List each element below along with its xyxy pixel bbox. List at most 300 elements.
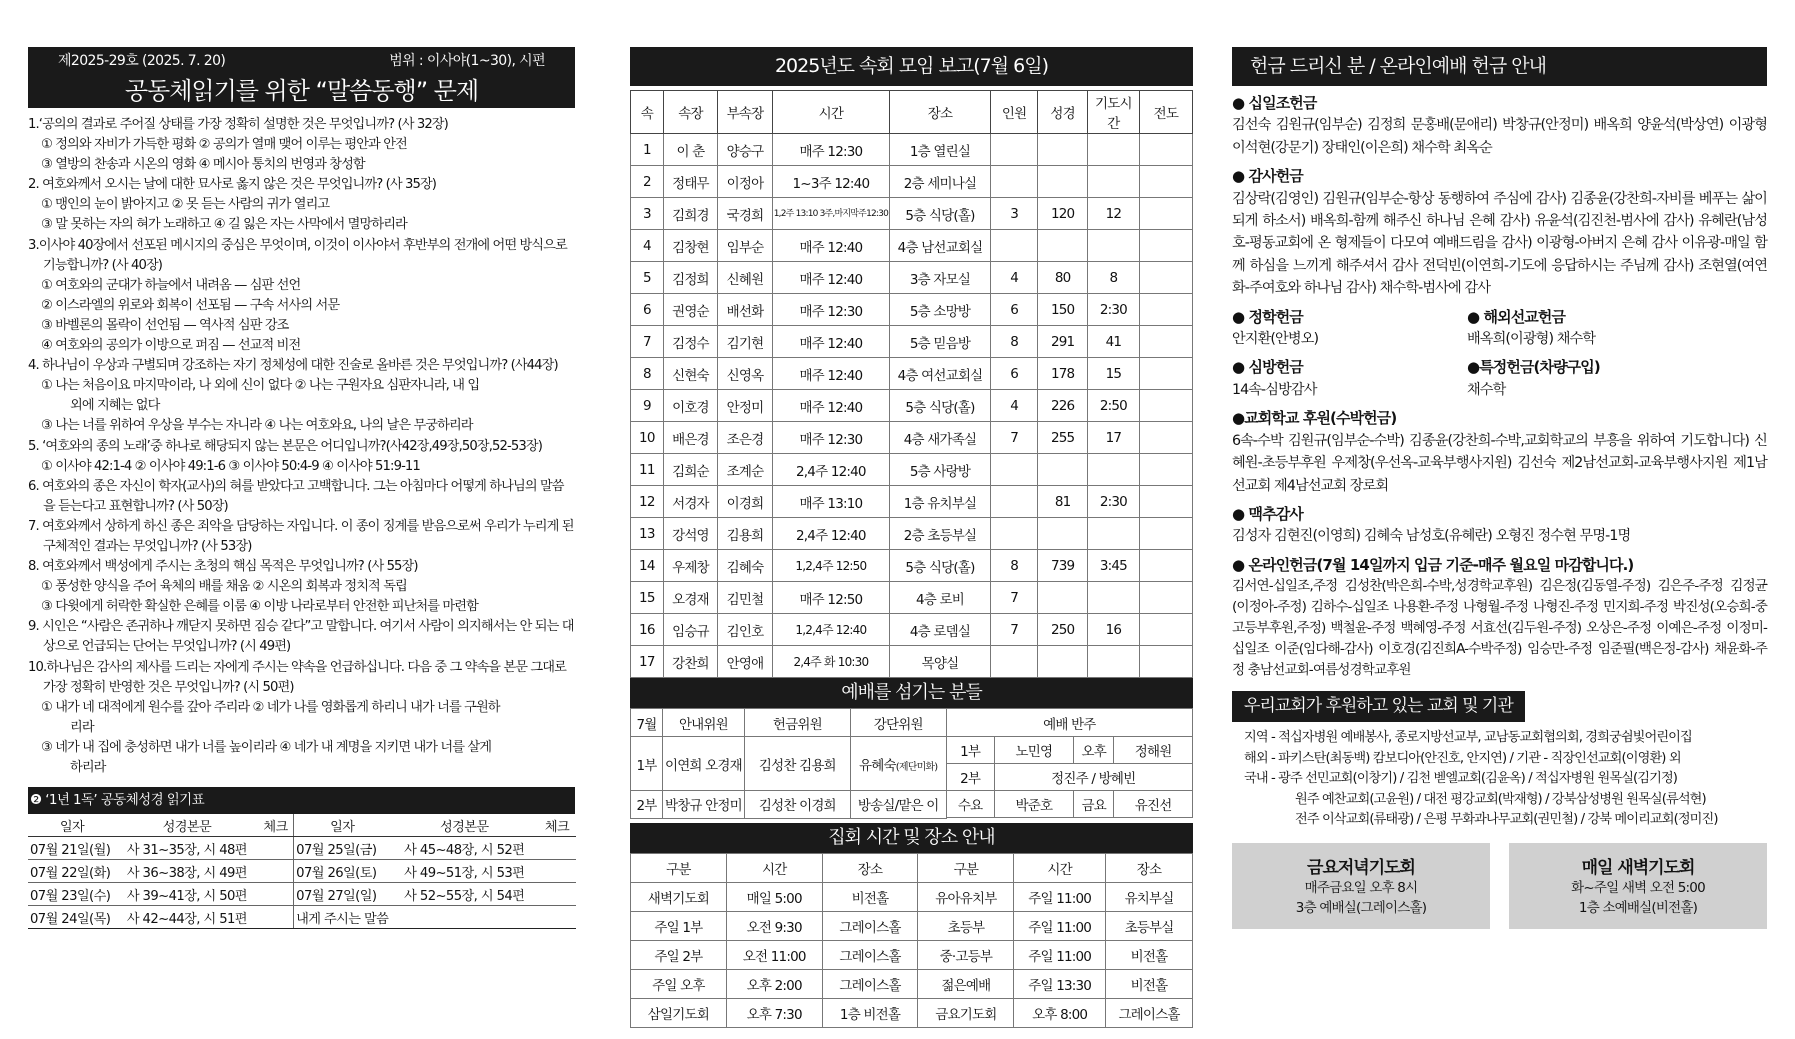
friday-prayer-place: 3층 예배실(그레이스홀)	[1295, 899, 1427, 916]
report-cell: 4	[631, 230, 664, 262]
report-cell: 4층 여선교회실	[890, 358, 991, 390]
plan-cell	[258, 860, 294, 883]
meeting-report-table	[630, 90, 1193, 678]
question-text: 10.하나님은 감사의 제사를 드리는 자에게 주시는 약속을 언급하십니다. 다음 중 그 약속을 본문 그대로 가장 정확히 반영한 것은 무엇입니까? (시 50편)	[28, 659, 566, 695]
report-cell: 81	[1038, 486, 1088, 518]
report-column	[630, 47, 1193, 1028]
offering-header: 헌금위원	[744, 709, 850, 737]
report-cell: 2층 세미나실	[890, 166, 991, 198]
report-cell: 김정수	[663, 326, 718, 358]
overseas-title: ● 해외선교헌금	[1467, 307, 1566, 326]
report-header-cell: 부속장	[718, 91, 773, 134]
question-options: ③ 말 못하는 자의 혀가 노래하고 ④ 길 잃은 자는 사막에서 멸망하리라	[41, 217, 407, 233]
report-cell: 5층 사랑방	[890, 454, 991, 486]
question-text: 3.이사야 40장에서 선포된 메시지의 중심은 무엇이며, 이것이 이사야서 후반부의 전개에 어떤 방식으로 기능합니까? (사 40장)	[28, 237, 567, 273]
plan-cell	[538, 860, 576, 883]
dawn-prayer-title: 매일 새벽기도회	[1581, 857, 1695, 878]
meetings-cell: 오전 9:30	[726, 911, 822, 940]
report-cell: 신혜원	[718, 262, 773, 294]
accomp2-name: 정진주 / 방혜빈	[994, 764, 1192, 791]
report-cell: 4	[990, 390, 1037, 422]
report-row	[631, 262, 1193, 294]
dawn-prayer-time: 화~주일 새벽 오전 5:00	[1571, 879, 1705, 896]
report-cell: 매주 12:30	[772, 134, 889, 166]
friday-prayer-title: 금요저녁기도회	[1307, 857, 1415, 878]
report-cell: 매주 12:40	[772, 358, 889, 390]
report-cell: 2,4주 화 10:30	[772, 646, 889, 678]
quiz-header	[28, 47, 575, 108]
report-cell: 3층 자모실	[890, 262, 991, 294]
report-cell	[1087, 582, 1139, 614]
quiz-column	[28, 47, 575, 929]
report-cell: 2,4주 12:40	[772, 518, 889, 550]
report-row	[631, 614, 1193, 646]
report-cell: 7	[990, 614, 1037, 646]
report-cell: 3:45	[1087, 550, 1139, 582]
report-cell: 김희경	[663, 198, 718, 230]
report-cell	[990, 518, 1037, 550]
report-cell: 배은경	[663, 422, 718, 454]
report-row	[631, 134, 1193, 166]
report-cell	[1139, 230, 1192, 262]
report-cell: 10	[631, 422, 664, 454]
report-cell: 2:30	[1087, 486, 1139, 518]
report-cell	[1038, 646, 1088, 678]
wheat-title: ● 맥추감사	[1232, 504, 1303, 523]
report-cell: 255	[1038, 422, 1088, 454]
accomp3-fri: 금요	[1074, 791, 1114, 818]
report-cell: 1	[631, 134, 664, 166]
support-line: 원주 예찬교회(고윤원) / 대전 평강교회(박재형) / 강북삼성병원 원목실(류석현)	[1295, 791, 1706, 807]
question-text: 7. 여호와께서 상하게 하신 종은 죄악을 담당하는 자입니다. 이 종이 징계를 받음으로써 우리가 누리게 된 구체적인 결과는 무엇입니까? (사 53장)	[28, 518, 574, 554]
dawn-prayer-box	[1509, 843, 1767, 929]
report-cell: 조은경	[718, 422, 773, 454]
report-row	[631, 166, 1193, 198]
report-cell	[1139, 326, 1192, 358]
report-cell: 6	[990, 358, 1037, 390]
question-list	[28, 115, 575, 778]
plan-cell	[258, 883, 294, 906]
report-cell: 7	[990, 422, 1037, 454]
overseas-names: 배옥희(이광형) 채수학	[1467, 331, 1596, 348]
report-row	[631, 518, 1193, 550]
report-cell: 8	[631, 358, 664, 390]
support-line: 해외 - 파키스탄(최동백) 캄보디아(안진호, 안지연) / 기관 - 직장인선교회(이영환) 외	[1244, 750, 1681, 766]
report-cell: 17	[1087, 422, 1139, 454]
guide-header: 안내위원	[662, 709, 744, 737]
report-cell: 매주 12:40	[772, 390, 889, 422]
plan-cell	[538, 837, 576, 860]
friday-prayer-box	[1232, 843, 1490, 929]
report-cell: 김인호	[718, 614, 773, 646]
report-cell: 정태무	[663, 166, 718, 198]
report-cell: 15	[1087, 358, 1139, 390]
report-cell: 1층 유치부실	[890, 486, 991, 518]
meetings-cell: 초등부	[918, 911, 1014, 940]
question-text: 8. 여호와께서 백성에게 주시는 초청의 핵심 목적은 무엇입니까? (사 55장)	[28, 559, 418, 575]
plan-cell: 사 52~55장, 시 54편	[390, 883, 538, 906]
report-cell: 5층 믿음방	[890, 326, 991, 358]
plan-row	[28, 860, 576, 883]
report-cell	[1038, 454, 1088, 486]
meetings-header-cell: 구분	[631, 853, 727, 882]
question-options: ③ 열방의 찬송과 시온의 영화 ④ 메시아 통치의 번영과 창성함	[41, 157, 365, 173]
tithe-title: ● 십일조헌금	[1232, 94, 1317, 112]
report-cell: 5	[631, 262, 664, 294]
meetings-cell: 주일 1부	[631, 911, 727, 940]
meetings-cell: 비전홀	[1106, 940, 1193, 969]
offerings-list	[1232, 92, 1767, 681]
plan-cell: 07월 23일(수)	[28, 883, 116, 906]
report-cell: 임승규	[663, 614, 718, 646]
report-cell: 3	[990, 198, 1037, 230]
report-cell: 조계순	[718, 454, 773, 486]
report-cell: 16	[1087, 614, 1139, 646]
plan-cell: 사 31~35장, 시 48편	[116, 837, 258, 860]
report-cell: 강찬희	[663, 646, 718, 678]
question-options: ③ 바벨론의 몰락이 선언됨 — 역사적 심판 강조	[41, 317, 289, 333]
question-text: 9. 시인은 “사람은 존귀하나 깨닫지 못하면 짐승 같다”고 말합니다. 여기서 사람이 의지해서는 안 되는 대상으로 언급되는 단어는 무엇입니까? (시 49편)	[28, 619, 574, 655]
report-cell: 김용희	[718, 518, 773, 550]
report-header-cell: 속	[631, 91, 664, 134]
accomp3-label: 수요	[946, 791, 994, 818]
meetings-cell: 오후 7:30	[726, 998, 822, 1027]
plan-cell: 07월 27일(일)	[294, 883, 391, 906]
question-text: 5. ‘여호와의 종의 노래’중 하나로 해당되지 않는 본문은 어디입니까?(사42장,49장,50장,52-53장)	[28, 438, 542, 454]
report-cell: 1,2주 13:10 3주,마지막주12:30	[772, 198, 889, 230]
report-cell	[1139, 198, 1192, 230]
report-cell: 김창현	[663, 230, 718, 262]
question-options: ③ 네가 내 집에 충성하면 내가 너를 높이리라 ④ 네가 내 계명을 지키면 내가 너를 살게	[41, 739, 492, 755]
accomp3-name: 박준호	[994, 791, 1074, 818]
report-row	[631, 326, 1193, 358]
school-names: 6속-수박 김원규(임부순-수박) 김종윤(강찬희-수박,교회학교의 부흥을 위하여 기도합니다) 신혜원-초등부후원 우제창(우선옥-교육부행사지원) 김선숙 제2남선교회-교육부행사지원 제1남선교회 제4남선교회 장로회	[1232, 432, 1767, 494]
question-options: ① 이사야 42:1-4 ② 이사야 49:1-6 ③ 이사야 50:4-9 ④ 이사야 51:9-11	[41, 458, 420, 474]
report-cell: 김희순	[663, 454, 718, 486]
support-list	[1232, 728, 1767, 831]
report-cell	[990, 486, 1037, 518]
report-cell: 11	[631, 454, 664, 486]
meetings-cell: 새벽기도회	[631, 882, 727, 911]
meetings-title: 집회 시간 및 장소 안내	[630, 823, 1193, 853]
service2-pulpit: 방송실/맡은 이	[850, 791, 946, 819]
question-options: ① 나는 처음이요 마지막이라, 나 외에 신이 없다 ② 나는 구원자요 심판자니라, 내 입	[41, 378, 480, 394]
report-cell: 서경자	[663, 486, 718, 518]
report-cell	[990, 166, 1037, 198]
quiz-title: 공동체읽기를 위한 “말씀동행” 문제	[124, 77, 479, 105]
report-cell	[1087, 454, 1139, 486]
report-cell	[1139, 614, 1192, 646]
report-cell: 8	[990, 550, 1037, 582]
plan-row	[28, 906, 576, 929]
report-cell: 12	[631, 486, 664, 518]
report-row	[631, 230, 1193, 262]
plan-cell: 사 36~38장, 시 49편	[116, 860, 258, 883]
special-title: ●특정헌금(차량구입)	[1467, 358, 1600, 377]
report-cell: 1,2,4주 12:40	[772, 614, 889, 646]
report-cell: 매주 12:40	[772, 262, 889, 294]
meetings-cell: 비전홀	[822, 882, 918, 911]
meetings-cell: 젊은예배	[918, 969, 1014, 998]
report-cell	[1038, 166, 1088, 198]
plan-header-cell: 체크	[538, 814, 576, 837]
school-title: ●교회학교 후원(수박헌금)	[1232, 409, 1397, 428]
service1-guide: 이연희 오경재	[662, 737, 744, 791]
plan-cell: 07월 22일(화)	[28, 860, 116, 883]
meetings-row	[631, 940, 1193, 969]
report-cell: 이정아	[718, 166, 773, 198]
report-cell	[990, 454, 1037, 486]
dawn-prayer-place: 1층 소예배실(비전홀)	[1578, 899, 1698, 916]
plan-header-cell: 체크	[258, 814, 294, 837]
question-options: 리라	[70, 719, 94, 735]
report-row	[631, 422, 1193, 454]
meetings-header-cell: 시간	[726, 853, 822, 882]
report-cell: 이 춘	[663, 134, 718, 166]
report-cell: 강석영	[663, 518, 718, 550]
report-cell: 1층 열린실	[890, 134, 991, 166]
plan-cell: 사 42~44장, 시 51편	[116, 906, 258, 929]
question-options: ③ 다윗에게 허락한 확실한 은혜를 이룸 ④ 이방 나라로부터 안전한 피난처를 마련함	[41, 599, 478, 615]
plan-header-cell: 일자	[28, 814, 116, 837]
report-cell	[1038, 134, 1088, 166]
plan-cell	[390, 906, 538, 929]
offering-column	[1232, 47, 1767, 929]
service2-offering: 김성찬 이경희	[744, 791, 850, 819]
quiz-range: 범위 : 이사야(1~30), 시편	[389, 53, 545, 69]
report-cell	[1087, 518, 1139, 550]
report-cell: 5층 식당(홀)	[890, 390, 991, 422]
meetings-cell: 주일 11:00	[1014, 940, 1106, 969]
plan-cell: 07월 26일(토)	[294, 860, 391, 883]
question-options: ① 내가 네 대적에게 원수를 갚아 주리라 ② 네가 나를 영화롭게 하리니 내가 너를 구원하	[41, 699, 500, 715]
report-cell: 안정미	[718, 390, 773, 422]
meetings-cell: 1층 비전홀	[822, 998, 918, 1027]
report-cell: 2:50	[1087, 390, 1139, 422]
meetings-row	[631, 911, 1193, 940]
plan-cell: 07월 25일(금)	[294, 837, 391, 860]
report-cell: 2	[631, 166, 664, 198]
report-cell: 이호경	[663, 390, 718, 422]
plan-cell: 내게 주시는 말씀	[294, 906, 391, 929]
question-text: 6. 여호와의 종은 자신이 학자(교사)의 혀를 받았다고 고백합니다. 그는 아침마다 어떻게 하나님의 말씀을 듣는다고 표현합니까? (사 50장)	[28, 478, 564, 514]
meetings-header-cell: 장소	[822, 853, 918, 882]
report-cell: 17	[631, 646, 664, 678]
meetings-cell: 삼일기도회	[631, 998, 727, 1027]
question-text: 4. 하나님이 우상과 구별되며 강조하는 자기 정체성에 대한 진술로 올바른 것은 무엇입니까? (사44장)	[28, 358, 558, 374]
report-cell	[1038, 582, 1088, 614]
report-cell: 8	[990, 326, 1037, 358]
report-cell: 4층 로뎀실	[890, 614, 991, 646]
meetings-cell: 매일 5:00	[726, 882, 822, 911]
report-cell: 7	[631, 326, 664, 358]
question-options: ① 정의와 자비가 가득한 평화 ② 공의가 열매 맺어 이루는 평안과 안전	[41, 137, 407, 153]
plan-row	[28, 837, 576, 860]
report-cell: 739	[1038, 550, 1088, 582]
meetings-cell: 주일 2부	[631, 940, 727, 969]
meetings-cell: 주일 13:30	[1014, 969, 1106, 998]
report-cell	[1087, 646, 1139, 678]
report-cell: 6	[990, 294, 1037, 326]
thanks-names: 김상락(김영인) 김원규(임부순-항상 동행하여 주심에 감사) 김종윤(강찬희-자비를 베푸는 삶이 되게 하소서) 배옥희-함께 해주신 하나님 은혜 감사) 유윤석(김진천-범사에 감사) 유혜란(남성호-평동교회에 온 형제들이 다모여 예배드림을 감사) 이광형-아버지 은혜 감사 이유광-매일 함께 하심을 느끼게 해주셔서 감사 전덕빈(이연희-기도에 응답하시는 주님께 감사) 조현열(여연화-주여호와 하나님 감사) 채수학-범사에 감사	[1232, 190, 1767, 297]
servers-title: 예배를 섬기는 분들	[630, 678, 1193, 708]
report-cell	[1139, 262, 1192, 294]
report-cell: 150	[1038, 294, 1088, 326]
meetings-cell: 오후 8:00	[1014, 998, 1106, 1027]
meetings-cell: 그레이스홀	[1106, 998, 1193, 1027]
report-cell: 2,4주 12:40	[772, 454, 889, 486]
report-header-cell: 속장	[663, 91, 718, 134]
plan-cell	[258, 906, 294, 929]
service1-label: 1부	[631, 737, 663, 791]
meetings-cell: 유치부실	[1106, 882, 1193, 911]
report-cell: 13	[631, 518, 664, 550]
meetings-cell: 오전 11:00	[726, 940, 822, 969]
report-cell: 4층 로비	[890, 582, 991, 614]
plan-header-cell: 일자	[294, 814, 391, 837]
plan-cell: 사 49~51장, 시 53편	[390, 860, 538, 883]
report-cell	[1139, 454, 1192, 486]
report-header-cell: 인원	[990, 91, 1037, 134]
report-cell: 2:30	[1087, 294, 1139, 326]
question-options: ④ 여호와의 공의가 이방으로 퍼짐 — 선교적 비전	[41, 338, 301, 354]
question-options: ③ 나는 너를 위하여 우상을 부수는 자니라 ④ 나는 여호와요, 나의 날은 무궁하리라	[41, 418, 473, 434]
question-text: 2. 여호와께서 오시는 날에 대한 묘사로 옳지 않은 것은 무엇입니까? (사 35장)	[28, 177, 437, 193]
support-line: 국내 - 광주 선민교회(이창기) / 김천 벧엘교회(김윤옥) / 적십자병원 원목실(김기정)	[1244, 771, 1678, 787]
report-cell: 12	[1087, 198, 1139, 230]
prayer-boxes	[1232, 843, 1767, 929]
plan-cell: 사 45~48장, 시 52편	[390, 837, 538, 860]
reading-plan-table	[28, 814, 576, 929]
meetings-row	[631, 882, 1193, 911]
issue-number: 제2025-29호 (2025. 7. 20)	[58, 53, 226, 69]
report-row	[631, 486, 1193, 518]
meetings-cell: 초등부실	[1106, 911, 1193, 940]
report-cell: 배선화	[718, 294, 773, 326]
report-cell: 120	[1038, 198, 1088, 230]
report-cell: 5층 식당(홀)	[890, 550, 991, 582]
meetings-cell: 중·고등부	[918, 940, 1014, 969]
report-cell: 16	[631, 614, 664, 646]
question-options: ① 맹인의 눈이 밝아지고 ② 못 듣는 사람의 귀가 열리고	[41, 197, 330, 213]
accomp-header: 예배 반주	[946, 709, 1192, 737]
report-cell	[1139, 646, 1192, 678]
support-title: 우리교회가 후원하고 있는 교회 및 기관	[1232, 691, 1525, 722]
accomp2-label: 2부	[946, 764, 994, 791]
report-cell: 이경희	[718, 486, 773, 518]
meetings-cell: 오후 2:00	[726, 969, 822, 998]
report-cell: 양승구	[718, 134, 773, 166]
service1-offering: 김성찬 김용희	[744, 737, 850, 791]
online-names: 김서연-십일조,주정 김성찬(박은희-수박,성경학교후원) 김은정(김동열-주정) 김은주-주정 김정균(이정아-주정) 김하수-십일조 나용환-주정 나형월-주정 나형진-주정 민지희-주정 박진성(오승희-중고등부후원,주정) 백철윤-주정 백혜영-주정 서효선(김두원-주정) 오상은-주정 이예은-주정 이정미-십일조 이준(임다해-감사) 이호경(김진희A-수박주정) 임승만-주정 임준필(백은정-감사) 채윤화-주정 충남선교회-여름성경학교후원	[1232, 578, 1767, 679]
report-cell	[1087, 166, 1139, 198]
accomp1-pm: 오후	[1074, 737, 1114, 764]
report-row	[631, 294, 1193, 326]
report-cell: 매주 12:40	[772, 230, 889, 262]
report-cell: 7	[990, 582, 1037, 614]
report-cell: 4층 새가족실	[890, 422, 991, 454]
thanks-title: ● 감사헌금	[1232, 167, 1303, 186]
report-row	[631, 550, 1193, 582]
report-cell	[1038, 230, 1088, 262]
plan-cell	[538, 906, 576, 929]
report-cell: 김기현	[718, 326, 773, 358]
support-line: 지역 - 적십자병원 예배봉사, 종로지방선교부, 교남동교회협의회, 경희궁쉼빛어린이집	[1244, 730, 1692, 746]
question-options: ① 풍성한 양식을 주어 육체의 배를 채움 ② 시온의 회복과 정치적 독립	[41, 579, 407, 595]
regular-title: ● 정학헌금	[1232, 307, 1303, 326]
report-row	[631, 358, 1193, 390]
reading-plan-title: ❷ ‘1년 1독’ 공동체성경 읽기표	[28, 787, 575, 814]
report-cell: 목양실	[890, 646, 991, 678]
question-options: 하리라	[70, 760, 106, 775]
report-cell: 매주 12:50	[772, 582, 889, 614]
plan-row	[28, 883, 576, 906]
report-cell: 오경재	[663, 582, 718, 614]
meetings-header-cell: 장소	[1106, 853, 1193, 882]
accomp3-fri-name: 유진선	[1114, 791, 1193, 818]
report-cell: 1~3주 12:40	[772, 166, 889, 198]
report-cell: 신현숙	[663, 358, 718, 390]
question-text: 1.‘공의의 결과로 주어질 상태를 가장 정확히 설명한 것은 무엇입니까? (사 32장)	[28, 117, 448, 132]
service2-label: 2부	[631, 791, 663, 819]
report-cell: 임부순	[718, 230, 773, 262]
meetings-cell: 그레이스홀	[822, 969, 918, 998]
wheat-names: 김성자 김현진(이영희) 김혜숙 남성호(유혜란) 오형진 정수현 무명-1명	[1232, 528, 1631, 545]
report-cell	[990, 646, 1037, 678]
meeting-report-title: 2025년도 속회 모임 보고(7월 6일)	[630, 47, 1193, 86]
question-options: 외에 지혜는 없다	[70, 398, 160, 414]
meetings-row	[631, 969, 1193, 998]
report-cell: 15	[631, 582, 664, 614]
accomp1-name: 노민영	[994, 737, 1074, 764]
report-cell: 4	[990, 262, 1037, 294]
report-cell	[1139, 550, 1192, 582]
meetings-cell: 주일 11:00	[1014, 882, 1106, 911]
plan-cell: 사 39~41장, 시 50편	[116, 883, 258, 906]
report-cell	[1139, 166, 1192, 198]
friday-prayer-time: 매주금요일 오후 8시	[1304, 879, 1418, 896]
report-cell	[990, 134, 1037, 166]
pulpit-header: 강단위원	[850, 709, 946, 737]
report-cell: 국경희	[718, 198, 773, 230]
report-row	[631, 198, 1193, 230]
meetings-cell: 주일 오후	[631, 969, 727, 998]
report-cell: 6	[631, 294, 664, 326]
report-cell: 김정희	[663, 262, 718, 294]
report-cell: 매주 12:40	[772, 326, 889, 358]
report-cell	[990, 230, 1037, 262]
report-cell	[1087, 134, 1139, 166]
meetings-cell: 그레이스홀	[822, 911, 918, 940]
report-cell	[1139, 390, 1192, 422]
servers-month: 7월	[631, 709, 663, 737]
report-cell	[1139, 582, 1192, 614]
accomp1-label: 1부	[946, 737, 994, 764]
report-cell: 김민철	[718, 582, 773, 614]
servers-table	[630, 708, 1193, 819]
report-cell: 안영애	[718, 646, 773, 678]
report-cell	[1139, 294, 1192, 326]
service1-pulpit: 유혜숙(제단미화)	[850, 737, 946, 791]
report-cell: 매주 12:30	[772, 294, 889, 326]
plan-cell: 07월 24일(목)	[28, 906, 116, 929]
report-cell: 매주 12:30	[772, 422, 889, 454]
plan-header-cell: 성경본문	[390, 814, 538, 837]
report-row	[631, 582, 1193, 614]
report-cell	[1087, 230, 1139, 262]
report-cell: 9	[631, 390, 664, 422]
steward-names: 14속-심방감사	[1232, 381, 1317, 398]
